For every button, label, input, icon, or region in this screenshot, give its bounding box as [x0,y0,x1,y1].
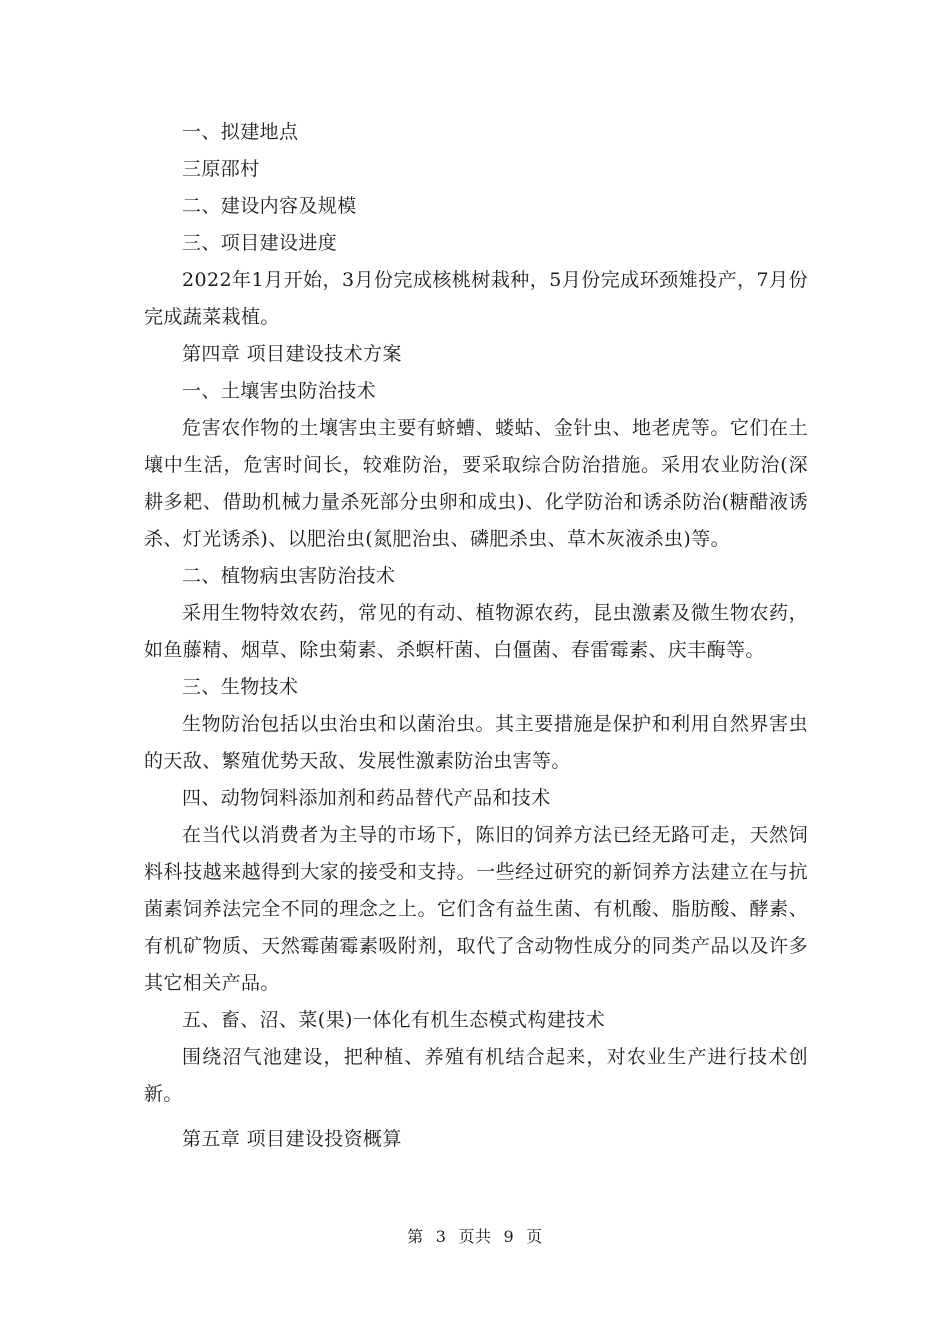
biological-tech-text: 生物防治包括以虫治虫和以菌治虫。其主要措施是保护和利用自然界害虫的天敌、繁殖优势天敌、发展性激素防治虫害等。 [144,713,808,772]
heading-plant-disease-control: 二、植物病虫害防治技术 [182,565,396,587]
heading-content-scale: 二、建设内容及规模 [182,195,357,217]
heading-site: 一、拟建地点 [182,121,299,143]
footer-label-page: 第 [407,1227,424,1246]
feed-additives-text: 在当代以消费者为主导的市场下，陈旧的饲养方法已经无路可走，天然饲料科技越来越得到大家的接受和支持。一些经过研究的新饲养方法建立在与抗菌素饲养法完全不同的理念之上。它们含有益生菌、有机酸、脂肪酸、酵素、有机矿物质、天然霉菌霉素吸附剂，取代了含动物性成分的同类产品以及许多其它相关产品。 [144,824,808,994]
document-body [144,114,808,1158]
heading-soil-pest-control: 一、土壤害虫防治技术 [182,380,377,402]
heading-feed-additives: 四、动物饲料添加剂和药品替代产品和技术 [182,787,551,809]
footer-label-of: 页共 [458,1227,492,1246]
chapter-four-title: 第四章 项目建设技术方案 [182,343,402,365]
plant-disease-control-text: 采用生物特效农药，常见的有动、植物源农药，昆虫激素及微生物农药，如鱼藤精、烟草、除虫菊素、杀螟杆菌、白僵菌、春雷霉素、庆丰酶等。 [144,602,808,661]
footer-current-page: 3 [435,1227,447,1246]
schedule-text: 2022年1月开始，3月份完成核桃树栽种，5月份完成环颈雉投产，7月份完成蔬菜栽植。 [144,269,808,328]
footer-label-end: 页 [526,1227,543,1246]
heading-schedule: 三、项目建设进度 [182,232,338,254]
eco-model-text: 围绕沼气池建设，把种植、养殖有机结合起来，对农业生产进行技术创新。 [144,1046,808,1105]
heading-biological-tech: 三、生物技术 [182,676,299,698]
footer-total-pages: 9 [503,1227,515,1246]
chapter-five-title: 第五章 项目建设投资概算 [182,1128,402,1150]
heading-eco-model: 五、畜、沼、菜(果)一体化有机生态模式构建技术 [182,1009,606,1031]
page-footer [0,1224,950,1247]
soil-pest-control-text: 危害农作物的土壤害虫主要有蛴螬、蝼蛄、金针虫、地老虎等。它们在土壤中生活，危害时间长，较难防治，要采取综合防治措施。采用农业防治(深耕多耙、借助机械力量杀死部分虫卵和成虫)、化学防治和诱杀防治(糖醋液诱杀、灯光诱杀)、以肥治虫(氮肥治虫、磷肥杀虫、草木灰液杀虫)等。 [144,417,808,550]
site-name: 三原邵村 [182,158,260,180]
